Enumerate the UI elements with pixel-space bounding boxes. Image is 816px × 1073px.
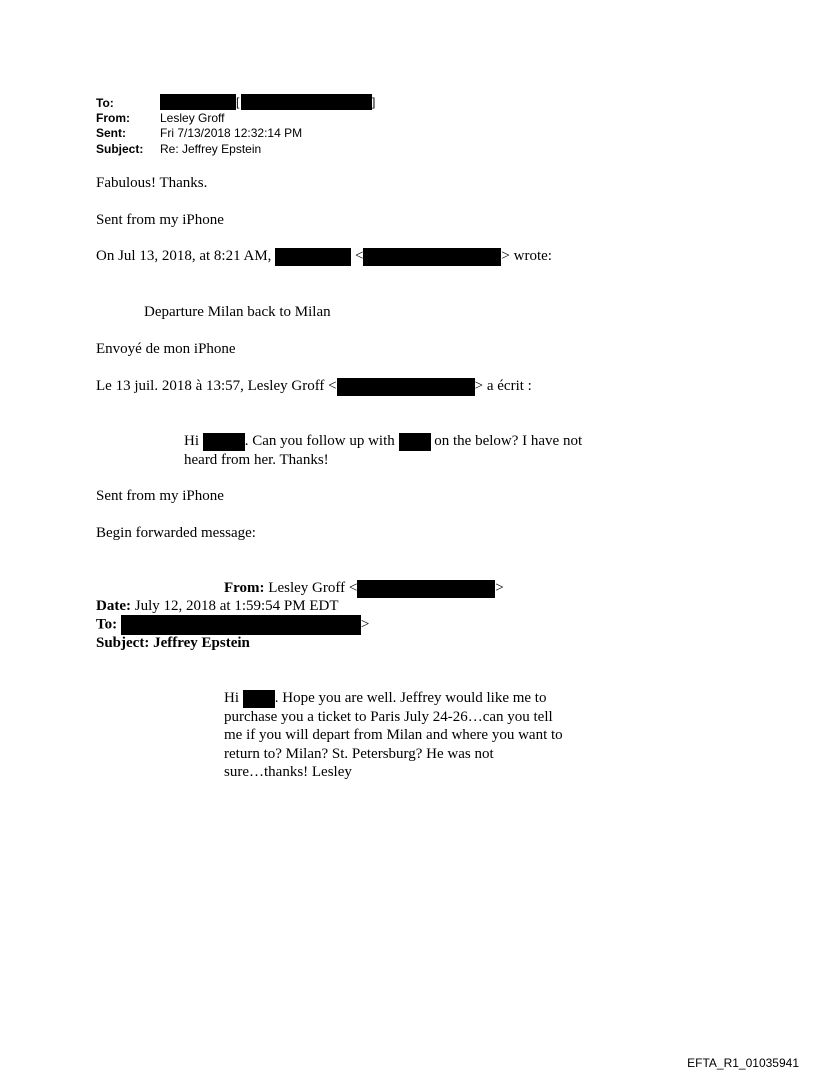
fwd-date-value: July 12, 2018 at 1:59:54 PM EDT (134, 598, 339, 614)
fwd-to-line (96, 615, 369, 635)
redacted-to-name (160, 94, 236, 110)
fwd-from-value: Lesley Groff < (268, 580, 358, 596)
redacted-sender-email (363, 248, 501, 266)
redacted-to-email (241, 94, 372, 110)
le-ecrit-prefix: Le 13 juil. 2018 à 13:57, Lesley Groff < (96, 378, 337, 394)
from-value: Lesley Groff (160, 111, 225, 125)
fwd-date-label: Date: (96, 598, 131, 614)
sent-label: Sent: (96, 126, 126, 140)
to-label: To: (96, 96, 114, 110)
sent-from-iphone-1: Sent from my iPhone (96, 212, 224, 228)
fwd-to-label: To: (96, 616, 118, 633)
fwd-to-close: > (360, 616, 370, 633)
redacted-fwd-msg-name (243, 690, 275, 708)
fwd-msg-line-1-text: . Hope you are well. Jeffrey would like me to (274, 690, 547, 706)
redacted-name-1 (203, 433, 245, 451)
sent-from-iphone-2: Sent from my iPhone (96, 488, 224, 504)
hi-followup-mid: . Can you follow up with (244, 433, 395, 449)
fwd-msg-line-4: return to? Milan? St. Petersburg? He was not (224, 746, 494, 762)
on-wrote-prefix: On Jul 13, 2018, at 8:21 AM, (96, 248, 272, 264)
fwd-subject-value: Jeffrey Epstein (153, 635, 250, 651)
to-bracket-open: [ (236, 95, 240, 109)
le-ecrit-line (96, 377, 532, 396)
document-id: EFTA_R1_01035941 (687, 1056, 799, 1070)
redacted-fwd-to (121, 615, 361, 635)
fwd-msg-line-1 (224, 689, 546, 708)
le-ecrit-suffix: > a écrit : (474, 378, 532, 394)
hi-followup-hi: Hi (184, 433, 199, 449)
fwd-subject-line (96, 634, 250, 652)
fwd-msg-line-5: sure…thanks! Lesley (224, 764, 352, 780)
fwd-msg-line-3: me if you will depart from Milan and where you want to (224, 727, 563, 743)
redacted-name-2 (399, 433, 431, 451)
subject-value: Re: Jeffrey Epstein (160, 142, 262, 156)
on-wrote-line (96, 247, 552, 266)
begin-forwarded-line: Begin forwarded message: (96, 525, 256, 541)
subject-label: Subject: (96, 142, 144, 156)
hi-followup-line-2: heard from her. Thanks! (184, 452, 329, 468)
envoye-line: Envoyé de mon iPhone (96, 341, 236, 357)
on-wrote-lt: < (354, 248, 364, 264)
fwd-date-line (96, 597, 339, 615)
fwd-subject-label: Subject: (96, 635, 150, 651)
sent-value: Fri 7/13/2018 12:32:14 PM (160, 126, 303, 140)
redacted-sender-name (275, 248, 351, 266)
redacted-recipient-email (337, 378, 475, 396)
fwd-from-close: > (495, 580, 504, 596)
redacted-fwd-from-email (357, 580, 495, 598)
fwd-msg-line-2: purchase you a ticket to Paris July 24-26…can you tell (224, 709, 553, 725)
hi-followup-end: on the below? I have not (434, 433, 583, 449)
fwd-msg-hi: Hi (224, 690, 239, 706)
from-label: From: (96, 111, 130, 125)
on-wrote-suffix: > wrote: (501, 248, 552, 264)
hi-followup-line-1 (184, 432, 582, 451)
departure-line: Departure Milan back to Milan (144, 304, 331, 320)
to-bracket-close: ] (372, 95, 376, 109)
fwd-from-label: From: (224, 580, 265, 596)
reply-text: Fabulous! Thanks. (96, 175, 208, 191)
fwd-from-line (224, 579, 504, 598)
